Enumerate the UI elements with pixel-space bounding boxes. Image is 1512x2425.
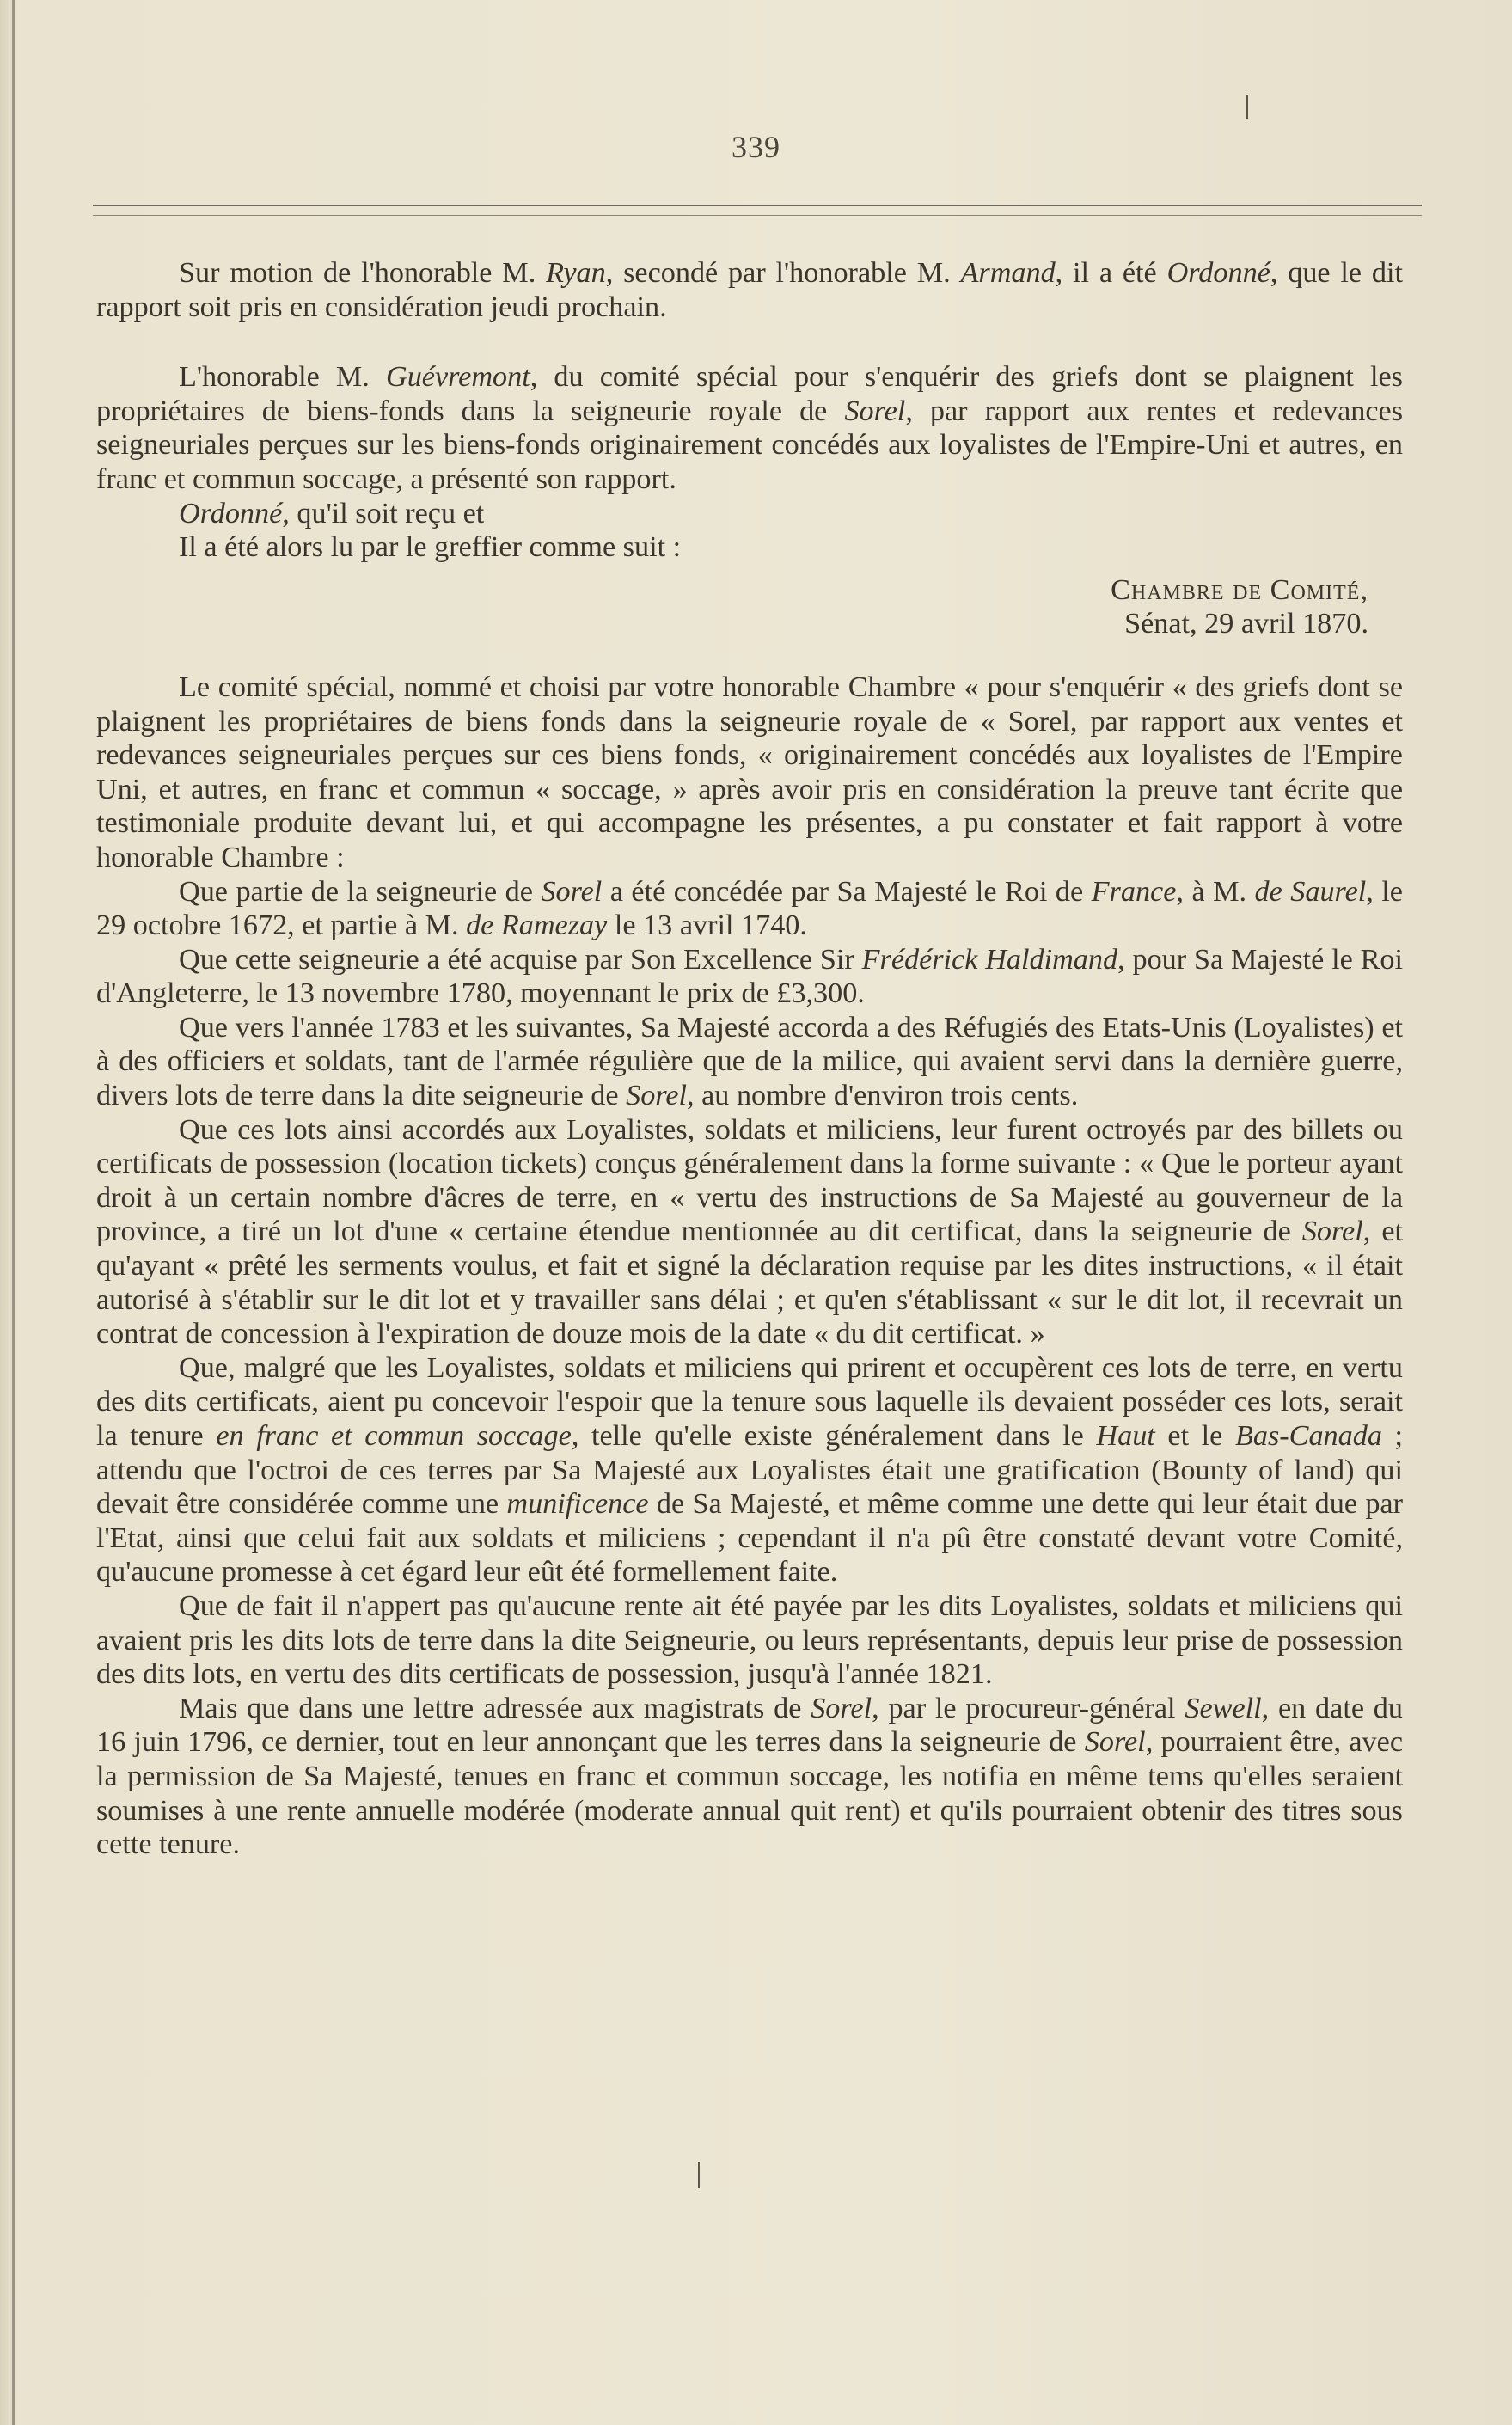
stray-mark [698, 2162, 700, 2188]
paragraph-no-rent: Que de fait il n'appert pas qu'aucune rente ait été payée par les dits Loyalistes, soldats et miliciens qui avaient pris les dits lots de terre dans la dite Seigneurie, ou leurs représentants, depuis leur prise de possession des dits lots, en vertu des dits certificats de possession, jusqu'à l'année 1821. [96, 1589, 1403, 1691]
signoff: Chambre de Comité, [1111, 573, 1368, 606]
page-body [96, 256, 1403, 1862]
page-number: 339 [732, 130, 780, 164]
paragraph-acquisition: Que cette seigneurie a été acquise par Son Excellence Sir Frédérick Haldimand, pour Sa Majesté le Roi d'Angleterre, le 13 novembre 1780, moyennant le prix de £3,300. [96, 943, 1403, 1010]
paragraph-report-presented: L'honorable M. Guévremont, du comité spécial pour s'enquérir des griefs dont se plaignent les propriétaires de biens-fonds dans la seigneurie royale de Sorel, par rapport aux rentes et redevances seigneuriales perçues sur les biens-fonds originairement concédés aux loyalistes de l'Empire-Uni et autres, en franc et commun soccage, a présenté son rapport. [96, 361, 1403, 495]
paragraph-concession: Que partie de la seigneurie de Sorel a été concédée par Sa Majesté le Roi de France, à M. de Saurel, le 29 octobre 1672, et partie à M. de Ramezay le 13 avril 1740. [96, 875, 1403, 942]
paragraph-letter: Mais que dans une lettre adressée aux magistrats de Sorel, par le procureur-général Sewell, en date du 16 juin 1796, ce dernier, tout en leur annonçant que les terres dans la seigneurie de Sorel, pourraient être, avec la permission de Sa Majesté, tenues en franc et commun soccage, les notifia en même tems qu'elles seraient soumises à une rente annuelle modérée (moderate annual quit rent) et qu'ils pourraient obtenir des titres sous cette tenure. [96, 1692, 1403, 1861]
paragraph-committee: Le comité spécial, nommé et choisi par votre honorable Chambre « pour s'enquérir « des griefs dont se plaignent les propriétaires de biens fonds dans la seigneurie royale de « Sorel, par rapport aux ventes et redevances seigneuriales perçues sur ces biens fonds, « originairement concédés aux loyalistes de l'Empire Uni, et autres, en franc et commun « soccage, » après avoir pris en considération la preuve tant écrite que testimoniale produite devant lui, et qui accompagne les présentes, a pu constater et fait rapport à votre honorable Chambre : [96, 671, 1403, 873]
header-rule [93, 205, 1422, 216]
paragraph-ordered: Ordonné, qu'il soit reçu et [179, 497, 485, 530]
stray-mark [1246, 95, 1248, 119]
paragraph-tenure: Que, malgré que les Loyalistes, soldats et miliciens qui prirent et occupèrent ces lots de terre, en vertu des dits certificats, aient pu concevoir l'espoir que la tenure sous laquelle ils devaient posséder ces lots, serait la tenure en franc et commun soccage, telle qu'elle existe généralement dans le Haut et le Bas-Canada ; attendu que l'octroi de ces terres par Sa Majesté aux Loyalistes était une gratification (Bounty of land) qui devait être considérée comme une munificence de Sa Majesté, et même comme une dette qui leur était due par l'Etat, ainsi que celui fait aux soldats et miliciens ; cependant il n'a pû être constaté devant votre Comité, qu'aucune promesse à cet égard leur eût été formellement faite. [96, 1351, 1404, 1589]
binding-edge [12, 0, 15, 2425]
paragraph-motion: Sur motion de l'honorable M. Ryan, secondé par l'honorable M. Armand, il a été Ordonné, que le dit rapport soit pris en considération jeudi prochain. [96, 257, 1404, 323]
paragraph-read: Il a été alors lu par le greffier comme suit : [179, 531, 682, 564]
paragraph-loyalists: Que vers l'année 1783 et les suivantes, Sa Majesté accorda a des Réfugiés des Etats-Unis (Loyalistes) et à des officiers et soldats, tant de l'armée régulière que de la milice, qui avaient servi dans la dernière guerre, divers lots de terre dans la dite seigneurie de Sorel, au nombre d'environ trois cents. [96, 1011, 1403, 1112]
paragraph-certificates: Que ces lots ainsi accordés aux Loyalistes, soldats et miliciens, leur furent octroyés par des billets ou certificats de possession (location tickets) conçus généralement dans la forme suivante : « Que le porteur ayant droit à un certain nombre d'âcres de terre, en « vertu des instructions de Sa Majesté au gouverneur de la province, a tiré un lot d'une « certaine étendue mentionnée au dit certificat, dans la seigneurie de Sorel, et qu'ayant « prêté les serments voulus, et fait et signé la déclaration requise par les dites instructions, « il était autorisé à s'établir sur le dit lot et y travailler sans délai ; et qu'en s'établissant « sur le dit lot, il recevrait un contrat de concession à l'expiration de douze mois de la date « du dit certificat. » [96, 1113, 1403, 1350]
dateline: Sénat, 29 avril 1870. [1124, 608, 1368, 640]
